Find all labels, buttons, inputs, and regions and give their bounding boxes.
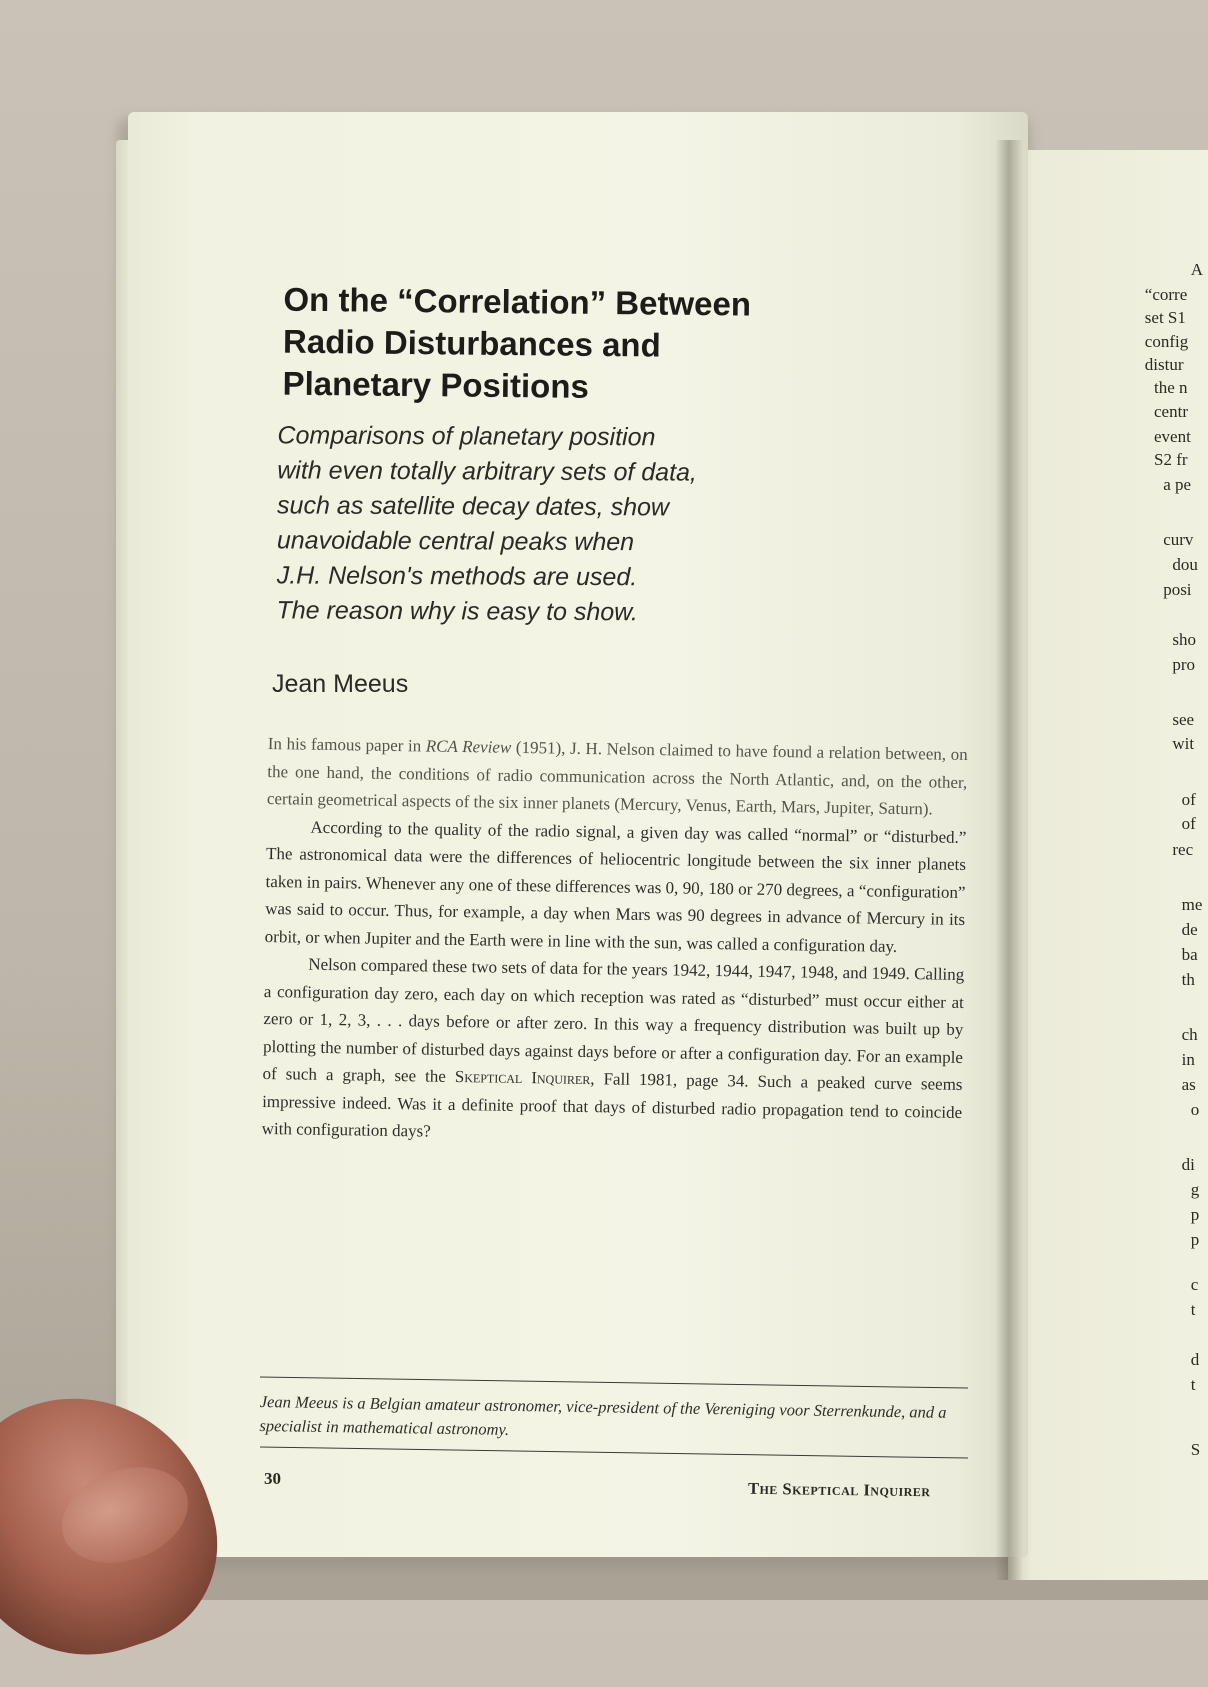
subtitle-line: The reason why is easy to show. — [276, 596, 638, 627]
right-page-line: de — [1181, 920, 1198, 939]
right-page-line: curv — [1163, 530, 1194, 549]
author-name: Jean Meeus — [272, 670, 409, 698]
right-page-line: as — [1181, 1075, 1196, 1094]
right-page-line: in — [1181, 1050, 1195, 1069]
right-page-line: sho — [1172, 630, 1197, 649]
subtitle-line: J.H. Nelson's methods are used. — [276, 561, 638, 592]
title-line: Planetary Positions — [282, 364, 590, 405]
bio-bottom-rule — [260, 1446, 968, 1458]
right-page-line: “corre — [1144, 285, 1188, 304]
title-line: Radio Disturbances and — [282, 322, 661, 364]
page-number: 30 — [264, 1469, 281, 1488]
subtitle-line: unavoidable central peaks when — [276, 526, 635, 557]
title-line: On the “Correlation” Between — [283, 280, 752, 323]
author-bio: Jean Meeus is a Belgian amateur astronomer, vice-president of the Vereniging voor Sterrenkunde, and a specialist in mathematical astronomy. — [259, 1391, 947, 1439]
paragraph-3 — [262, 950, 965, 1153]
right-page-line: set S1 — [1144, 308, 1186, 327]
right-page-line: me — [1181, 895, 1203, 914]
right-page-line: A — [1190, 260, 1204, 279]
right-page-line: t — [1190, 1300, 1196, 1319]
article-subtitle — [276, 418, 897, 631]
right-page-line: dou — [1172, 555, 1198, 574]
right-page-line: S2 fr — [1154, 450, 1188, 469]
right-page-line: p — [1190, 1230, 1200, 1249]
bio-top-rule — [260, 1376, 968, 1388]
journal-reference: Skeptical Inquirer — [454, 1066, 591, 1089]
paragraph-1 — [267, 730, 968, 823]
right-page-line: centr — [1154, 402, 1188, 421]
right-page-line: t — [1190, 1375, 1196, 1394]
paragraph-text: , Fall 1981, page 34. Such a peaked curve seems impressive indeed. Was it a definite proof that days of disturbed radio propagation tend to coincide with configuration days? — [261, 1069, 963, 1141]
book-gutter — [995, 140, 1023, 1580]
right-page-line: posi — [1163, 580, 1192, 599]
right-page-line: ch — [1181, 1025, 1198, 1044]
right-page-line: the n — [1154, 378, 1188, 397]
right-page-line: wit — [1172, 734, 1195, 753]
right-page-line: a pe — [1163, 475, 1192, 494]
paragraph-2: According to the quality of the radio signal, a given day was called “normal” or “disturbed.” The astronomical data were the differences of heliocentric longitude between the six inner planets taken in pairs. Whenever any one of these differences was 0, 90, 180 or 270 degrees, a “configuration” was said to occur. Thus, for example, a day when Mars was 90 degrees in advance of Mercury in its orbit, or when Jupiter and the Earth were in line with the sun, was called a configuration day. — [264, 817, 967, 956]
right-page-line: th — [1181, 970, 1195, 989]
right-page-line: p — [1190, 1205, 1200, 1224]
right-page-line: o — [1190, 1100, 1200, 1119]
right-page-line: of — [1181, 790, 1196, 809]
article-body — [262, 730, 968, 1153]
right-page-line: rec — [1172, 840, 1194, 859]
running-footer: The Skeptical Inquirer — [747, 1478, 931, 1501]
right-page-line: di — [1181, 1155, 1195, 1174]
subtitle-line: such as satellite decay dates, show — [277, 491, 670, 522]
paragraph-text: In his famous paper in — [267, 733, 426, 756]
right-page-line: config — [1144, 332, 1189, 351]
right-page — [1008, 150, 1208, 1580]
right-page-line: pro — [1172, 655, 1196, 674]
right-page-line: ba — [1181, 945, 1198, 964]
right-page-line: c — [1190, 1275, 1199, 1294]
right-page-line: of — [1181, 814, 1196, 833]
right-page-line: event — [1154, 427, 1191, 446]
journal-reference: RCA Review — [425, 736, 512, 757]
right-page-line: see — [1172, 710, 1195, 729]
right-page-line: S — [1190, 1440, 1201, 1459]
right-page-line: distur — [1144, 355, 1184, 374]
right-page-line: g — [1190, 1180, 1200, 1199]
subtitle-line: with even totally arbitrary sets of data, — [277, 456, 698, 487]
paragraph-text: (1951), J. H. Nelson claimed to have found a relation between, on the one hand, the conditions of radio communication across the North Atlantic, and, on the other, certain geometrical aspects of the six inner planets (Mercury, Venus, Earth, Mars, Jupiter, Saturn). — [266, 737, 968, 819]
left-page — [128, 112, 1028, 1557]
subtitle-line: Comparisons of planetary position — [277, 421, 656, 452]
paragraph-text: Nelson compared these two sets of data for the years 1942, 1944, 1947, 1948, and 1949. Calling a configuration day zero, each day on which reception was rated as “disturbed” must occur either at zero or 1, 2, 3, . . . days before or after zero. In this way a frequency distribution was built up by plotting the number of disturbed days against days before or after a configuration day. For an example of such a graph, see the — [262, 954, 965, 1086]
article-title — [282, 279, 923, 412]
right-page-line: d — [1190, 1350, 1200, 1369]
